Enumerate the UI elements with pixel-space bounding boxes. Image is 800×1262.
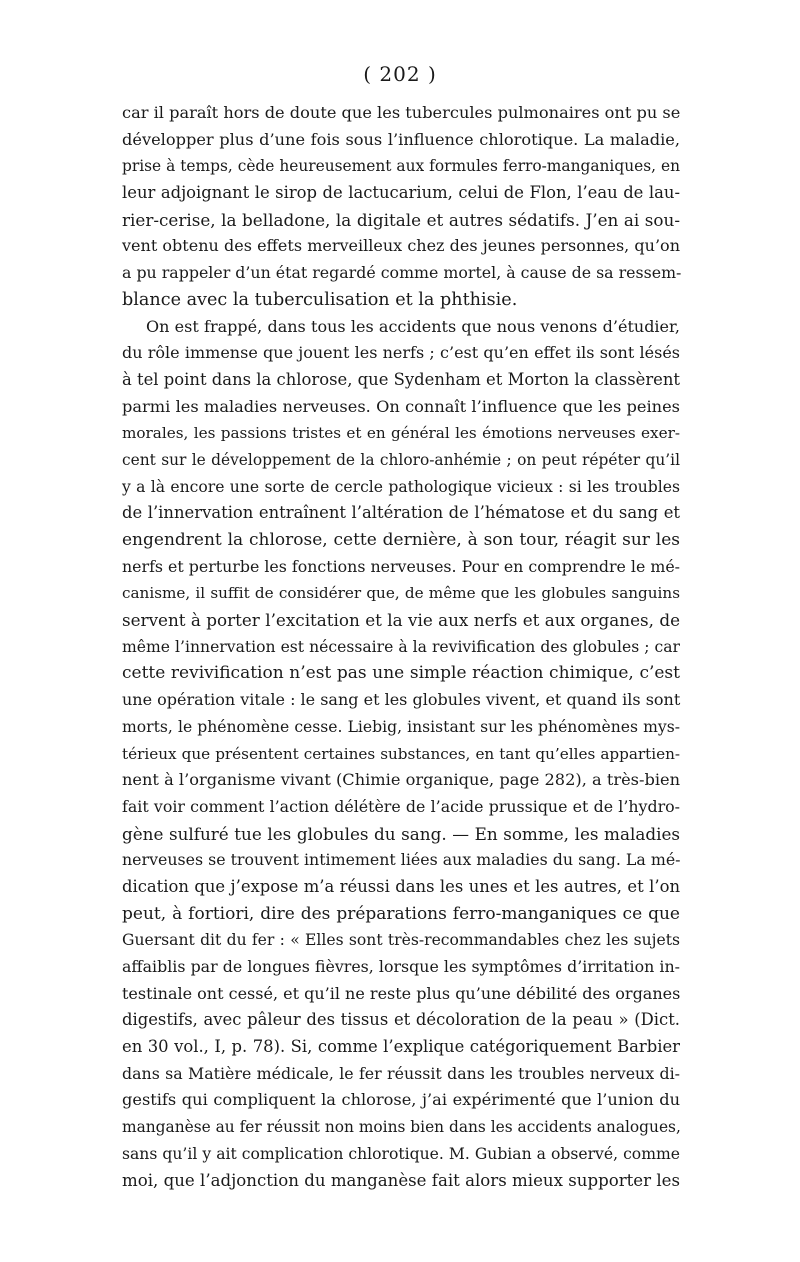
text-line: Guersant dit du fer : « Elles sont très-recommandables chez les sujets xyxy=(122,931,680,950)
text-line: térieux que présentent certaines substances, en tant qu’elles appartien- xyxy=(122,744,680,763)
text-line: servent à porter l’excitation et la vie aux nerfs et aux organes, de xyxy=(122,610,680,631)
text-line: dans sa Matière médicale, le fer réussit dans les troubles nerveux di- xyxy=(122,1063,680,1083)
text-line: de l’innervation entraînent l’altération de l’hématose et du sang et xyxy=(122,503,680,523)
text-line: une opération vitale : le sang et les globules vivent, et quand ils sont xyxy=(122,690,681,710)
text-line: gène sulfuré tue les globules du sang. — En somme, les maladies xyxy=(122,823,680,844)
text-line: blance avec la tuberculisation et la phthisie. xyxy=(122,289,518,310)
text-line: fait voir comment l’action délétère de l’acide prussique et de l’hydro- xyxy=(122,796,680,816)
page-number: ( 202 ) xyxy=(363,62,437,86)
text-line: en 30 vol., I, p. 78). Si, comme l’explique catégoriquement Barbier xyxy=(122,1037,680,1057)
text-line: vent obtenu des effets merveilleux chez des jeunes personnes, qu’on xyxy=(122,236,680,256)
text-line: digestifs, avec pâleur des tissus et décoloration de la peau » (Dict. xyxy=(122,1010,680,1030)
text-line: y a là encore une sorte de cercle pathologique vicieux : si les troubles xyxy=(122,477,680,496)
text-line: testinale ont cessé, et qu’il ne reste plus qu’une débilité des organes xyxy=(122,983,681,1003)
text-line: cent sur le développement de la chloro-anhémie ; on peut répéter qu’il xyxy=(122,450,680,469)
text-line: nerveuses se trouvent intimement liées aux maladies du sang. La mé- xyxy=(122,850,681,870)
text-line: gestifs qui compliquent la chlorose, j’ai expérimenté que l’union du xyxy=(122,1090,680,1110)
text-line: sans qu’il y ait complication chlorotique. M. Gubian a observé, comme xyxy=(122,1144,680,1163)
text-line: car il paraît hors de doute que les tubercules pulmonaires ont pu se xyxy=(122,103,681,122)
text-line: manganèse au fer réussit non moins bien dans les accidents analogues, xyxy=(122,1118,681,1137)
text-line: leur adjoignant le sirop de lactucarium, celui de Flon, l’eau de lau- xyxy=(122,183,680,203)
text-line: développer plus d’une fois sous l’influence chlorotique. La maladie, xyxy=(122,129,680,149)
text-line: a pu rappeler d’un état regardé comme mortel, à cause de sa ressem- xyxy=(122,263,682,283)
text-line: peut, à fortiori, dire des préparations ferro-manganiques ce que xyxy=(122,903,680,924)
text-line: morales, les passions tristes et en général les émotions nerveuses exer- xyxy=(122,424,680,443)
text-line: engendrent la chlorose, cette dernière, à son tour, réagit sur les xyxy=(122,530,680,550)
body-text xyxy=(122,100,680,1194)
text-line: rier-cerise, la belladone, la digitale et autres sédatifs. J’en ai sou- xyxy=(122,209,680,230)
text-line: dication que j’expose m’a réussi dans les unes et les autres, et l’on xyxy=(122,876,680,896)
text-line: du rôle immense que jouent les nerfs ; c’est qu’en effet ils sont lésés xyxy=(122,343,680,363)
text-line: parmi les maladies nerveuses. On connaît l’influence que les peines xyxy=(122,396,680,416)
text-line: cette revivification n’est pas une simple réaction chimique, c’est xyxy=(122,663,680,684)
paragraph xyxy=(122,314,680,1195)
text-line: nent à l’organisme vivant (Chimie organique, page 282), a très-bien xyxy=(122,770,680,790)
text-line: prise à temps, cède heureusement aux formules ferro-manganiques, en xyxy=(122,157,680,176)
text-line: On est frappé, dans tous les accidents que nous venons d’étudier, xyxy=(146,316,680,336)
text-line: même l’innervation est nécessaire à la revivification des globules ; car xyxy=(122,637,680,656)
text-line: affaiblis par de longues fièvres, lorsque les symptômes d’irritation in- xyxy=(122,957,680,976)
text-line: moi, que l’adjonction du manganèse fait alors mieux supporter les xyxy=(122,1170,680,1190)
paragraph xyxy=(122,100,680,314)
text-line: à tel point dans la chlorose, que Sydenham et Morton la classèrent xyxy=(122,369,680,389)
text-line: nerfs et perturbe les fonctions nerveuses. Pour en comprendre le mé- xyxy=(122,556,681,576)
text-line: morts, le phénomène cesse. Liebig, insistant sur les phénomènes mys- xyxy=(122,717,680,736)
text-line: canisme, il suffit de considérer que, de même que les globules sanguins xyxy=(122,584,680,603)
